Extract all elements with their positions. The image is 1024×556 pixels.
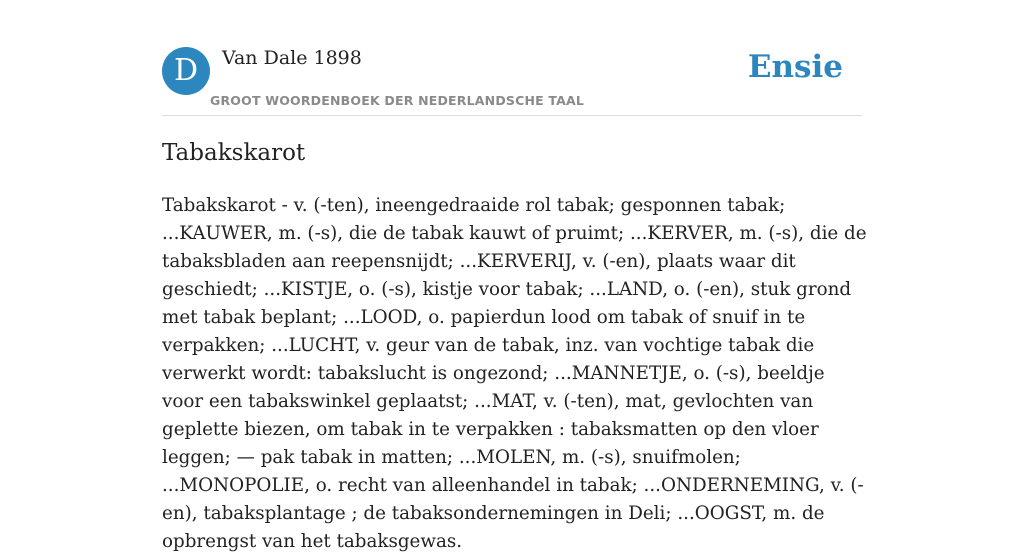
brand-logo[interactable]: Ensie [747, 49, 843, 85]
entry-title: Tabakskarot [162, 140, 306, 166]
header [162, 47, 862, 115]
header-divider [162, 115, 862, 116]
source-subtitle: GROOT WOORDENBOEK DER NEDERLANDSCHE TAAL [210, 93, 585, 108]
source-avatar[interactable]: D [162, 47, 210, 95]
source-title-link[interactable]: Van Dale 1898 [222, 47, 362, 69]
entry-body: Tabakskarot - v. (-ten), ineengedraaide rol tabak; gesponnen tabak; ...KAUWER, m. (-s), die de tabak kauwt of pruimt; ...KERVER, m. (-s), die de tabaksbladen aan reepensnijdt; ...KERVERIJ, v. (-en), plaats waar dit geschiedt; ...KISTJE, o. (-s), kistje voor tabak; ...LAND, o. (-en), stuk grond met tabak beplant; ...LOOD, o. papierdun lood om tabak of snuif in te verpakken; ...LUCHT, v. geur van de tabak, inz. van vochtige tabak die verwerkt wordt: tabakslucht is ongezond; ...MANNETJE, o. (-s), beeldje voor een tabakswinkel geplaatst; ...MAT, v. (-ten), mat, gevlochten van geplette biezen, om tabak in te verpakken : tabaksmatten op den vloer leggen; — pak tabak in matten; ...MOLEN, m. (-s), snuifmolen; ...MONOPOLIE, o. recht van alleenhandel in tabak; ...ONDERNEMING, v. (-en), tabaksplantage ; de tabaksondernemingen in Deli; ...OOGST, m. de opbrengst van het tabaksgewas. [162, 195, 867, 552]
